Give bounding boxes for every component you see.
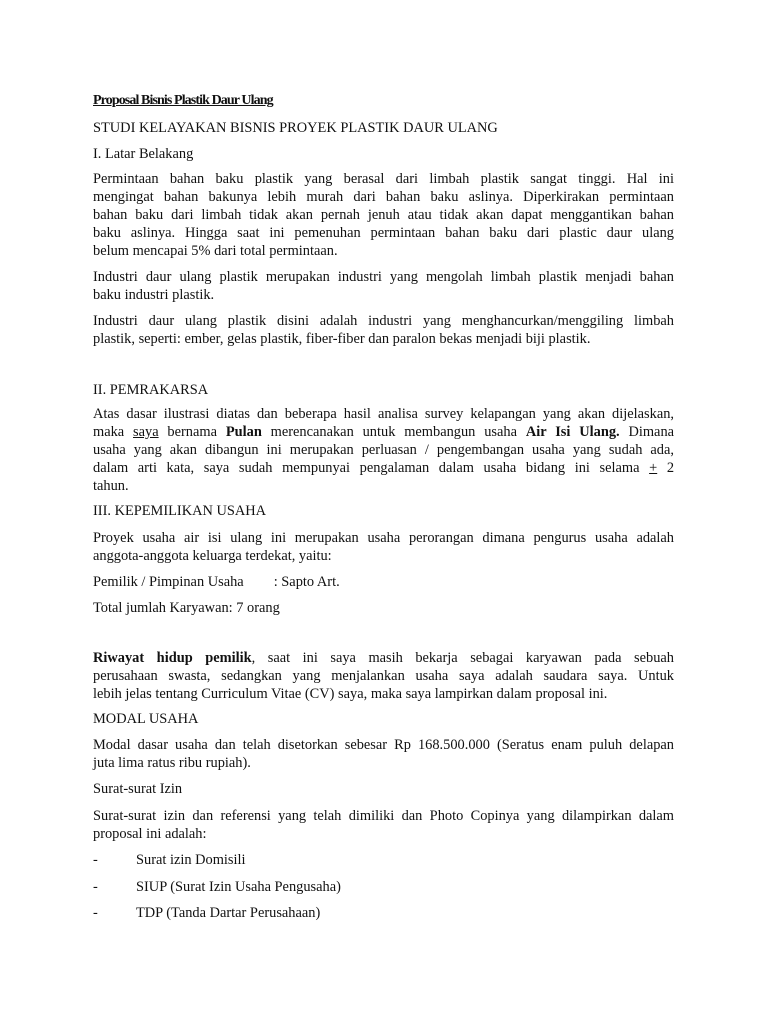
- text-run: bernama: [158, 424, 226, 440]
- paragraph-line: tahun.: [93, 478, 129, 494]
- section-heading-modal-usaha: MODAL USAHA: [93, 711, 199, 727]
- list-item-text: TDP (Tanda Dartar Perusahaan): [136, 905, 321, 921]
- list-item-text: Surat izin Domisili: [136, 852, 246, 868]
- paragraph-line-mixed: [93, 649, 674, 667]
- plus-minus-sign: +: [649, 460, 658, 476]
- list-item: [0, 851, 768, 869]
- paragraph-line: juta lima ratus ribu rupiah).: [93, 755, 251, 771]
- text-run: , saat ini saya masih bekarja sebagai karyawan pada sebuah: [251, 650, 674, 666]
- owner-label: Pemilik / Pimpinan Usaha: [93, 574, 244, 590]
- underlined-word: saya: [133, 424, 159, 440]
- paragraph-line: perusahaan swasta, sedangkan yang menjalankan usaha saya adalah saudara saya. Untuk: [93, 668, 674, 684]
- text-run: Dimana: [619, 424, 675, 440]
- paragraph-line: Industri daur ulang plastik merupakan industri yang mengolah limbah plastik menjadi bahan: [93, 269, 674, 285]
- paragraph-line: bahan baku dari limbah tidak akan pernah jenuh atau tidak akan dapat menggantikan bahan: [93, 207, 674, 223]
- section-heading-kepemilikan-usaha: III. KEPEMILIKAN USAHA: [93, 503, 267, 519]
- paragraph-line: Surat-surat izin dan referensi yang telah dimiliki dan Photo Copinya yang dilampirkan dalam: [93, 808, 674, 824]
- owner-value: : Sapto Art.: [273, 574, 340, 590]
- paragraph-line-mixed: [93, 459, 674, 477]
- text-run: 2: [657, 460, 675, 476]
- paragraph-line: Proyek usaha air isi ulang ini merupakan usaha perorangan dimana pengurus usaha adalah: [93, 530, 674, 546]
- list-item: [0, 904, 768, 922]
- list-dash: -: [93, 905, 98, 921]
- text-run: merencanakan untuk membangun usaha: [261, 424, 526, 440]
- paragraph-line: usaha yang akan dibangun ini merupakan perluasan / pengembangan usaha yang sudah ada,: [93, 442, 674, 458]
- paragraph-line: lebih jelas tentang Curriculum Vitae (CV) saya, maka saya lampirkan dalam proposal ini.: [93, 686, 608, 702]
- bold-name: Pulan: [225, 424, 262, 440]
- paragraph-line: Modal dasar usaha dan telah disetorkan sebesar Rp 168.500.000 (Seratus enam puluh delapan: [93, 737, 674, 753]
- owner-row: [93, 573, 340, 591]
- section-heading-surat-izin: Surat-surat Izin: [93, 781, 183, 797]
- paragraph-line: mengingat bahan bakunya lebih murah dari bahan baku aslinya. Diperkirakan permintaan: [93, 189, 674, 205]
- list-dash: -: [93, 852, 98, 868]
- paragraph-line: baku industri plastik.: [93, 287, 215, 303]
- bold-lead: Riwayat hidup pemilik: [93, 650, 252, 666]
- list-item: [0, 878, 768, 896]
- paragraph-line: Industri daur ulang plastik disini adalah industri yang menghancurkan/menggiling limbah: [93, 313, 674, 329]
- paragraph-line-mixed: [93, 423, 674, 441]
- bold-business-name: Air Isi Ulang.: [525, 424, 620, 440]
- paragraph-line: Atas dasar ilustrasi diatas dan beberapa hasil analisa survey kelapangan yang akan dijelaskan,: [93, 406, 674, 422]
- paragraph-line: baku aslinya. Hingga saat ini pemenuhan permintaan bahan baku dari plastic daur ulang: [93, 225, 674, 241]
- paragraph-line: anggota-anggota keluarga terdekat, yaitu:: [93, 548, 332, 564]
- paragraph-line: proposal ini adalah:: [93, 826, 207, 842]
- section-heading-latar-belakang: I. Latar Belakang: [93, 146, 194, 162]
- document-title: Proposal Bisnis Plastik Daur Ulang: [93, 93, 273, 108]
- text-run: dalam arti kata, saya sudah mempunyai pengalaman dalam usaha bidang ini selama: [93, 460, 650, 476]
- list-item-text: SIUP (Surat Izin Usaha Pengusaha): [136, 879, 341, 895]
- document-subtitle: STUDI KELAYAKAN BISNIS PROYEK PLASTIK DAUR ULANG: [93, 120, 498, 136]
- section-heading-pemrakarsa: II. PEMRAKARSA: [93, 382, 209, 398]
- list-dash: -: [93, 879, 98, 895]
- paragraph-line: Permintaan bahan baku plastik yang berasal dari limbah plastik sangat tinggi. Hal ini: [93, 171, 674, 187]
- paragraph-line: belum mencapai 5% dari total permintaan.: [93, 243, 338, 259]
- text-run: maka: [93, 424, 134, 440]
- paragraph-line: plastik, seperti: ember, gelas plastik, fiber-fiber dan paralon bekas menjadi biji plastik.: [93, 331, 591, 347]
- employee-count: Total jumlah Karyawan: 7 orang: [93, 600, 280, 616]
